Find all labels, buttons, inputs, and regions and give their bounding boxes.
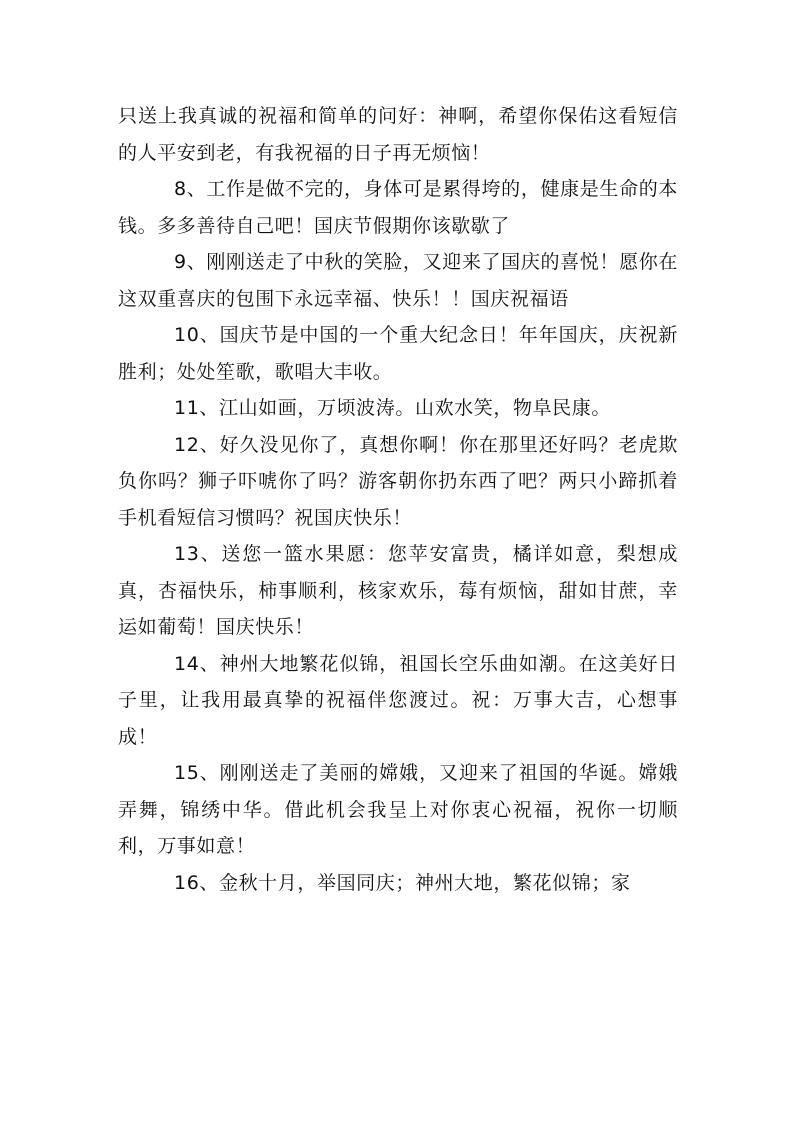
- paragraph-item-15: 15、刚刚送走了美丽的嫦娥，又迎来了祖国的华诞。嫦娥弄舞，锦绣中华。借此机会我呈上对你衷心祝福，祝你一切顺利，万事如意！: [118, 762, 678, 857]
- paragraph-item-12: 12、好久没见你了，真想你啊！你在那里还好吗？老虎欺负你吗？狮子吓唬你了吗？游客朝你扔东西了吧？两只小蹄抓着手机看短信习惯吗？祝国庆快乐！: [118, 433, 678, 529]
- paragraph-item-10: 10、国庆节是中国的一个重大纪念日！年年国庆，庆祝新胜利；处处笙歌，歌唱大丰收。: [118, 324, 678, 383]
- paragraph-item-9: 9、刚刚送走了中秋的笑脸，又迎来了国庆的喜悦！愿你在这双重喜庆的包围下永远幸福、快乐！！国庆祝福语: [118, 251, 678, 310]
- paragraph-item-11: 11、江山如画，万顷波涛。山欢水笑，物阜民康。: [174, 397, 611, 419]
- paragraph-item-16: 16、金秋十月，举国同庆；神州大地，繁花似锦；家: [174, 871, 631, 894]
- paragraph-item-14: 14、神州大地繁花似锦，祖国长空乐曲如潮。在这美好日子里，让我用最真挚的祝福伴您渡过。祝：万事大吉，心想事成！: [118, 652, 678, 748]
- paragraph-item-8: 8、工作是做不完的，身体可是累得垮的，健康是生命的本钱。多多善待自己吧！国庆节假期你该歇歇了: [118, 178, 678, 237]
- paragraph-continuation: 只送上我真诚的祝福和简单的问好：神啊，希望你保佑这看短信的人平安到老，有我祝福的日子再无烦恼！: [118, 105, 678, 164]
- document-body: [118, 98, 678, 901]
- paragraph-item-13: 13、送您一篮水果愿：您苹安富贵，橘详如意，梨想成真，杏福快乐，柿事顺利，核家欢乐，莓有烦恼，甜如甘蔗，幸运如葡萄！国庆快乐！: [118, 543, 678, 638]
